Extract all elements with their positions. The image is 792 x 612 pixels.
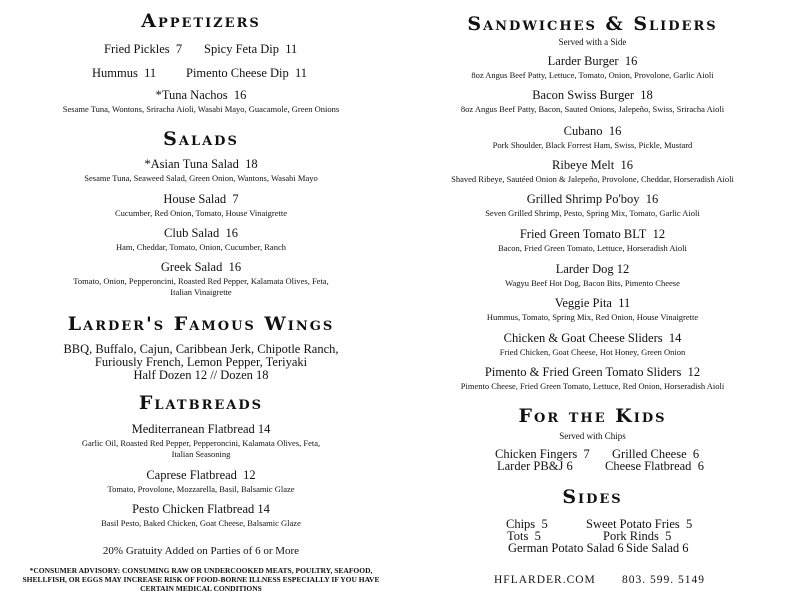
menu-item-house-salad: House Salad 7	[163, 192, 239, 206]
house-salad-desc: Cucumber, Red Onion, Tomato, House Vinaigrette	[115, 208, 287, 218]
menu-item-chicken-fingers: Chicken Fingers 7	[495, 447, 590, 461]
menu-item-spicy-feta-dip: Spicy Feta Dip 11	[204, 42, 298, 56]
menu-item-chicken-goat-cheese-sliders: Chicken & Goat Cheese Sliders 14	[503, 331, 682, 345]
chicken-goat-cheese-sliders-desc: Fried Chicken, Goat Cheese, Hot Honey, Green Onion	[499, 347, 686, 357]
caprese-flatbread-desc: Tomato, Provolone, Mozzarella, Basil, Balsamic Glaze	[107, 484, 295, 494]
menu-item-larder-dog: Larder Dog 12	[555, 262, 630, 276]
kids-title: For the Kids	[518, 405, 667, 427]
menu-item-side-salad: Side Salad 6	[626, 541, 689, 555]
club-salad-desc: Ham, Cheddar, Tomato, Onion, Cucumber, Ranch	[116, 242, 286, 252]
wings-title: Larder's Famous Wings	[67, 313, 335, 335]
mediterranean-flatbread-desc: Garlic Oil, Roasted Red Pepper, Pepperoncini, Kalamata Olives, Feta,	[81, 438, 321, 448]
menu-item-hummus: Hummus 11	[92, 66, 157, 80]
greek-salad-desc: Tomato, Onion, Pepperoncini, Roasted Red Pepper, Kalamata Olives, Feta,	[73, 276, 329, 286]
mediterranean-flatbread-desc-2: Italian Seasoning	[171, 449, 231, 459]
menu-item-cheese-flatbread: Cheese Flatbread 6	[605, 459, 704, 473]
menu-item-bacon-swiss-burger: Bacon Swiss Burger 18	[532, 88, 653, 102]
menu-item-mediterranean-flatbread: Mediterranean Flatbread 14	[131, 422, 271, 436]
phone: 803. 599. 5149	[622, 574, 705, 586]
asian-tuna-salad-desc: Sesame Tuna, Seaweed Salad, Green Onion, Wantons, Wasabi Mayo	[84, 173, 318, 183]
menu-item-fried-green-tomato-blt: Fried Green Tomato BLT 12	[519, 227, 666, 241]
greek-salad-desc-2: Italian Vinaigrette	[170, 287, 232, 297]
menu-item-pesto-chicken-flatbread: Pesto Chicken Flatbread 14	[132, 502, 270, 516]
menu-item-larder-burger: Larder Burger 16	[547, 54, 638, 68]
sandwiches-title: Sandwiches & Sliders	[467, 13, 718, 35]
wings-flavors-2: Furiously French, Lemon Pepper, Teriyaki	[94, 355, 308, 369]
fried-green-tomato-blt-desc: Bacon, Fried Green Tomato, Lettuce, Horseradish Aioli	[498, 243, 687, 253]
menu-item-pimento-cheese-dip: Pimento Cheese Dip 11	[186, 66, 308, 80]
pimento-fgt-sliders-desc: Pimento Cheese, Fried Green Tomato, Lettuce, Red Onion, Horseradish Aioli	[460, 381, 725, 391]
salads-title: Salads	[163, 128, 239, 150]
menu-item-grilled-cheese: Grilled Cheese 6	[612, 447, 700, 461]
menu-item-club-salad: Club Salad 16	[164, 226, 238, 240]
menu-item-ribeye-melt: Ribeye Melt 16	[552, 158, 633, 172]
sides-title: Sides	[562, 486, 623, 508]
cubano-desc: Pork Shoulder, Black Forrest Ham, Swiss, Pickle, Mustard	[492, 140, 693, 150]
veggie-pita-desc: Hummus, Tomato, Spring Mix, Red Onion, House Vinaigrette	[486, 312, 699, 322]
consumer-advisory: *CONSUMER ADVISORY: CONSUMING RAW OR UNDERCOOKED MEATS, POULTRY, SEAFOOD, SHELLFISH, OR EGGS MAY INCREASE RISK OF FOOD-BORNE ILLNESS ESPECIALLY IF YOU HAVE CERTAIN MEDICAL CONDITIONS	[22, 566, 380, 593]
menu-item-veggie-pita: Veggie Pita 11	[554, 296, 631, 310]
kids-subtitle: Served with Chips	[559, 431, 626, 441]
menu-item-caprese-flatbread: Caprese Flatbread 12	[146, 468, 256, 482]
menu-item-asian-tuna-salad: *Asian Tuna Salad 18	[144, 157, 258, 171]
wings-prices: Half Dozen 12 // Dozen 18	[133, 368, 269, 382]
menu-item-sweet-potato-fries: Sweet Potato Fries 5	[586, 517, 693, 531]
menu-item-larder-pbj: Larder PB&J 6	[497, 459, 573, 473]
ribeye-melt-desc: Shaved Ribeye, Sautéed Onion & Jalepeño, Provolone, Cheddar, Horseradish Aioli	[451, 174, 734, 184]
menu-item-pimento-fgt-sliders: Pimento & Fried Green Tomato Sliders 12	[484, 365, 701, 379]
menu-item-german-potato-salad: German Potato Salad 6	[508, 541, 624, 555]
flatbreads-title: Flatbreads	[138, 392, 264, 414]
menu-item-chips: Chips 5	[506, 517, 548, 531]
menu-item-fried-pickles: Fried Pickles 7	[104, 42, 183, 56]
appetizers-title: Appetizers	[141, 10, 261, 32]
menu-item-greek-salad: Greek Salad 16	[160, 260, 242, 274]
larder-dog-desc: Wagyu Beef Hot Dog, Bacon Bits, Pimento Cheese	[505, 278, 680, 288]
larder-burger-desc: 8oz Angus Beef Patty, Lettuce, Tomato, Onion, Provolone, Garlic Aioli	[471, 70, 714, 80]
menu-item-grilled-shrimp-poboy: Grilled Shrimp Po'boy 16	[526, 192, 659, 206]
tuna-nachos-desc: Sesame Tuna, Wontons, Sriracha Aioli, Wasabi Mayo, Guacamole, Green Onions	[62, 104, 340, 114]
menu-item-tots: Tots 5	[507, 529, 541, 543]
menu-item-cubano: Cubano 16	[563, 124, 622, 138]
menu-item-tuna-nachos: *Tuna Nachos 16	[155, 88, 247, 102]
menu-item-pork-rinds: Pork Rinds 5	[603, 529, 672, 543]
pesto-chicken-flatbread-desc: Basil Pesto, Baked Chicken, Goat Cheese, Balsamic Glaze	[101, 518, 301, 528]
grilled-shrimp-poboy-desc: Seven Grilled Shrimp, Pesto, Spring Mix, Tomato, Garlic Aioli	[485, 208, 700, 218]
bacon-swiss-burger-desc: 8oz Angus Beef Patty, Bacon, Sauted Onions, Jalepeño, Swiss, Sriracha Aioli	[460, 104, 725, 114]
website: HFLARDER.COM	[494, 574, 596, 586]
gratuity-note: 20% Gratuity Added on Parties of 6 or More	[102, 545, 300, 557]
wings-flavors-1: BBQ, Buffalo, Cajun, Caribbean Jerk, Chipotle Ranch,	[63, 342, 339, 356]
sandwiches-subtitle: Served with a Side	[558, 37, 627, 47]
